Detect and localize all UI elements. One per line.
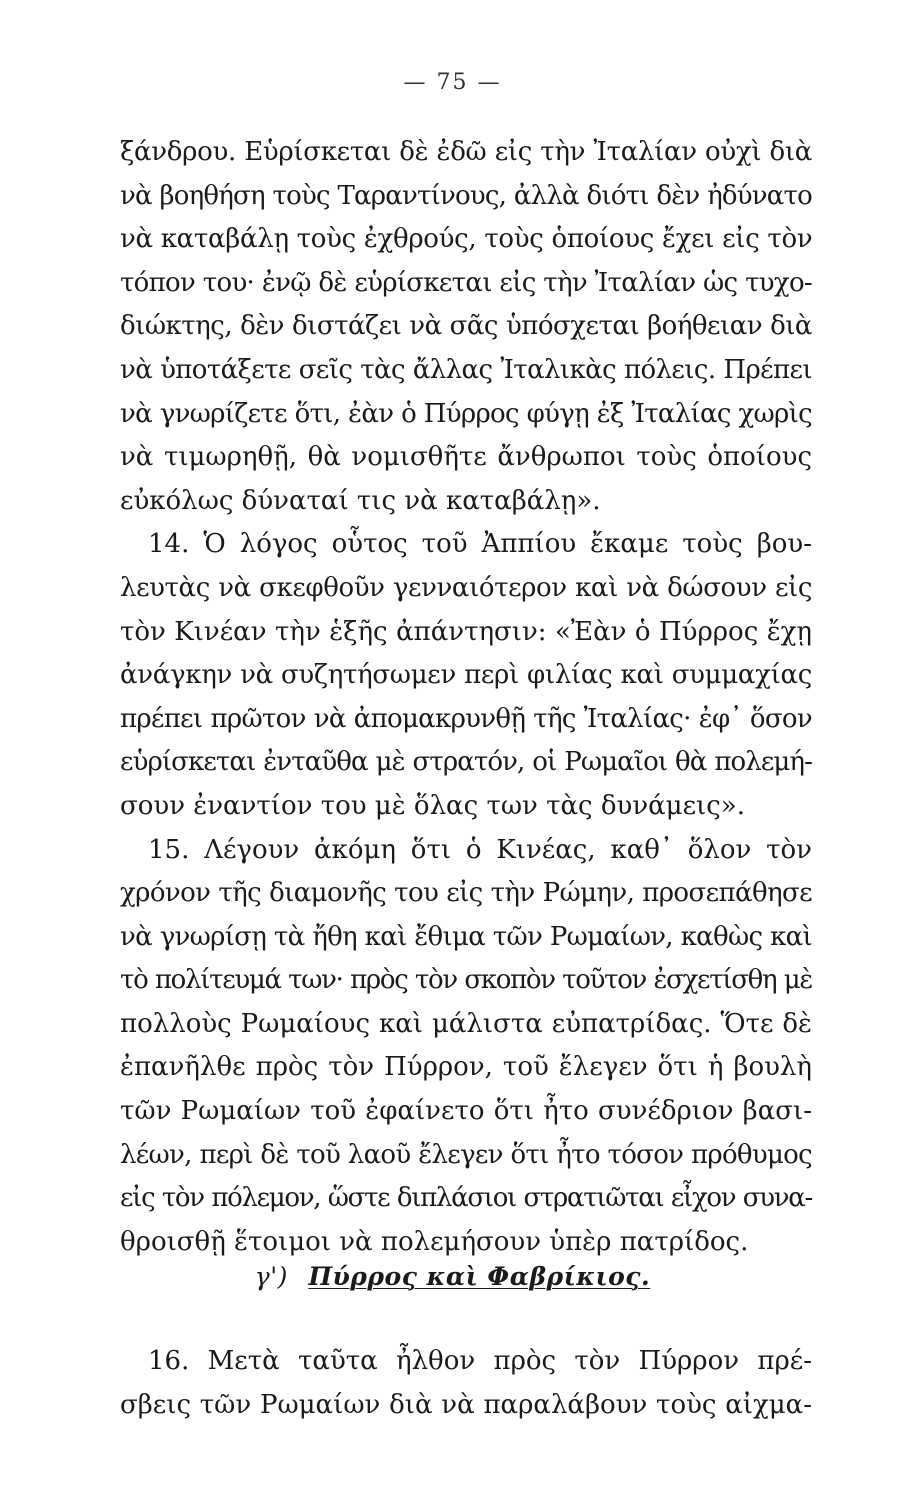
text-line: σβεις τῶν Ρωμαίων διὰ νὰ παραλάβουν τοὺς αἰχμα- — [120, 1389, 812, 1420]
text-line: 16. Μετὰ ταῦτα ἦλθον πρὸς τὸν Πύρρον πρέ- — [148, 1346, 812, 1376]
text-line: νὰ γνωρίζετε ὅτι, ἐὰν ὁ Πύρρος φύγῃ ἐξ Ἰταλίας χωρὶς — [120, 398, 812, 429]
text-line: ξάνδρου. Εὑρίσκεται δὲ ἐδῶ εἰς τὴν Ἰταλίαν οὐχὶ διὰ — [120, 137, 812, 167]
section-number: γ') — [254, 1262, 288, 1291]
text-line: νὰ τιμωρηθῇ, θὰ νομισθῆτε ἄνθρωποι τοὺς ὁποίους — [120, 442, 812, 473]
text-line: νὰ γνωρίσῃ τὰ ἤθη καὶ ἔθιμα τῶν Ρωμαίων, καθὼς καὶ — [120, 921, 812, 952]
text-line: τῶν Ρωμαίων τοῦ ἐφαίνετο ὅτι ἦτο συνέδριον βασι- — [120, 1096, 812, 1127]
text-line: τόπον του· ἐνῷ δὲ εὑρίσκεται εἰς τὴν Ἰταλίαν ὡς τυχο- — [120, 267, 812, 298]
text-line: 15. Λέγουν ἀκόμη ὅτι ὁ Κινέας, καθ᾽ ὅλον τὸν — [148, 834, 812, 865]
main-paragraphs — [120, 131, 812, 1264]
text-line: ἀνάγκην νὰ συζητήσωμεν περὶ φιλίας καὶ συμμαχίας — [120, 660, 812, 691]
text-line: σουν ἐναντίον του μὲ ὅλας των τὰς δυνάμεις». — [120, 790, 745, 821]
text-line: νὰ ὑποτάξετε σεῖς τὰς ἄλλας Ἰταλικὰς πόλεις. Πρέπει — [120, 354, 812, 385]
text-line: τὸ πολίτευμά των· πρὸς τὸν σκοπὸν τοῦτον ἐσχετίσθη μὲ — [120, 965, 812, 996]
text-line: 14. Ὁ λόγος οὗτος τοῦ Ἀππίου ἔκαμε τοὺς βου- — [148, 529, 812, 560]
text-line: θροισθῇ ἕτοιμοι νὰ πολεμήσουν ὑπὲρ πατρίδος. — [120, 1226, 749, 1257]
text-line: ἐπανῆλθε πρὸς τὸν Πύρρον, τοῦ ἔλεγεν ὅτι ἡ βουλὴ — [120, 1052, 812, 1083]
text-line: λευτὰς νὰ σκεφθοῦν γενναιότερον καὶ νὰ δώσουν εἰς — [120, 572, 812, 603]
text-line: λέων, περὶ δὲ τοῦ λαοῦ ἔλεγεν ὅτι ἦτο τόσον πρόθυμος — [120, 1139, 812, 1170]
text-line: εὐκόλως δύναταί τις νὰ καταβάλῃ». — [120, 485, 601, 516]
text-line: νὰ καταβάλῃ τοὺς ἐχθρούς, τοὺς ὁποίους ἔχει εἰς τὸν — [120, 224, 813, 255]
section-title: Πύρρος καὶ Φαβρίκιος. — [308, 1262, 651, 1291]
page-number: — 75 — — [403, 70, 502, 95]
text-line: εὑρίσκεται ἐνταῦθα μὲ στρατόν, οἱ Ρωμαῖοι θὰ πολεμή- — [120, 747, 812, 778]
section-heading — [0, 1262, 905, 1291]
text-line: χρόνον τῆς διαμονῆς του εἰς τὴν Ρώμην, προσεπάθησε — [120, 878, 812, 909]
text-line: εἰς τὸν πόλεμον, ὥστε διπλάσιοι στρατιῶται εἶχον συνα- — [120, 1183, 812, 1214]
text-line: τὸν Κινέαν τὴν ἑξῆς ἀπάντησιν: «Ἐὰν ὁ Πύρρος ἔχῃ — [120, 616, 812, 647]
text-line: πολλοὺς Ρωμαίους καὶ μάλιστα εὐπατρίδας. Ὅτε δὲ — [120, 1008, 812, 1039]
text-line: πρέπει πρῶτον νὰ ἀπομακρυνθῇ τῆς Ἰταλίας· ἐφ᾽ ὅσον — [120, 703, 812, 734]
text-line: νὰ βοηθήση τοὺς Ταραντίνους, ἀλλὰ διότι δὲν ἠδύνατο — [120, 180, 812, 211]
section-paragraph — [120, 1340, 812, 1427]
text-line: διώκτης, δὲν διστάζει νὰ σᾶς ὑπόσχεται βοήθειαν διὰ — [120, 311, 812, 342]
